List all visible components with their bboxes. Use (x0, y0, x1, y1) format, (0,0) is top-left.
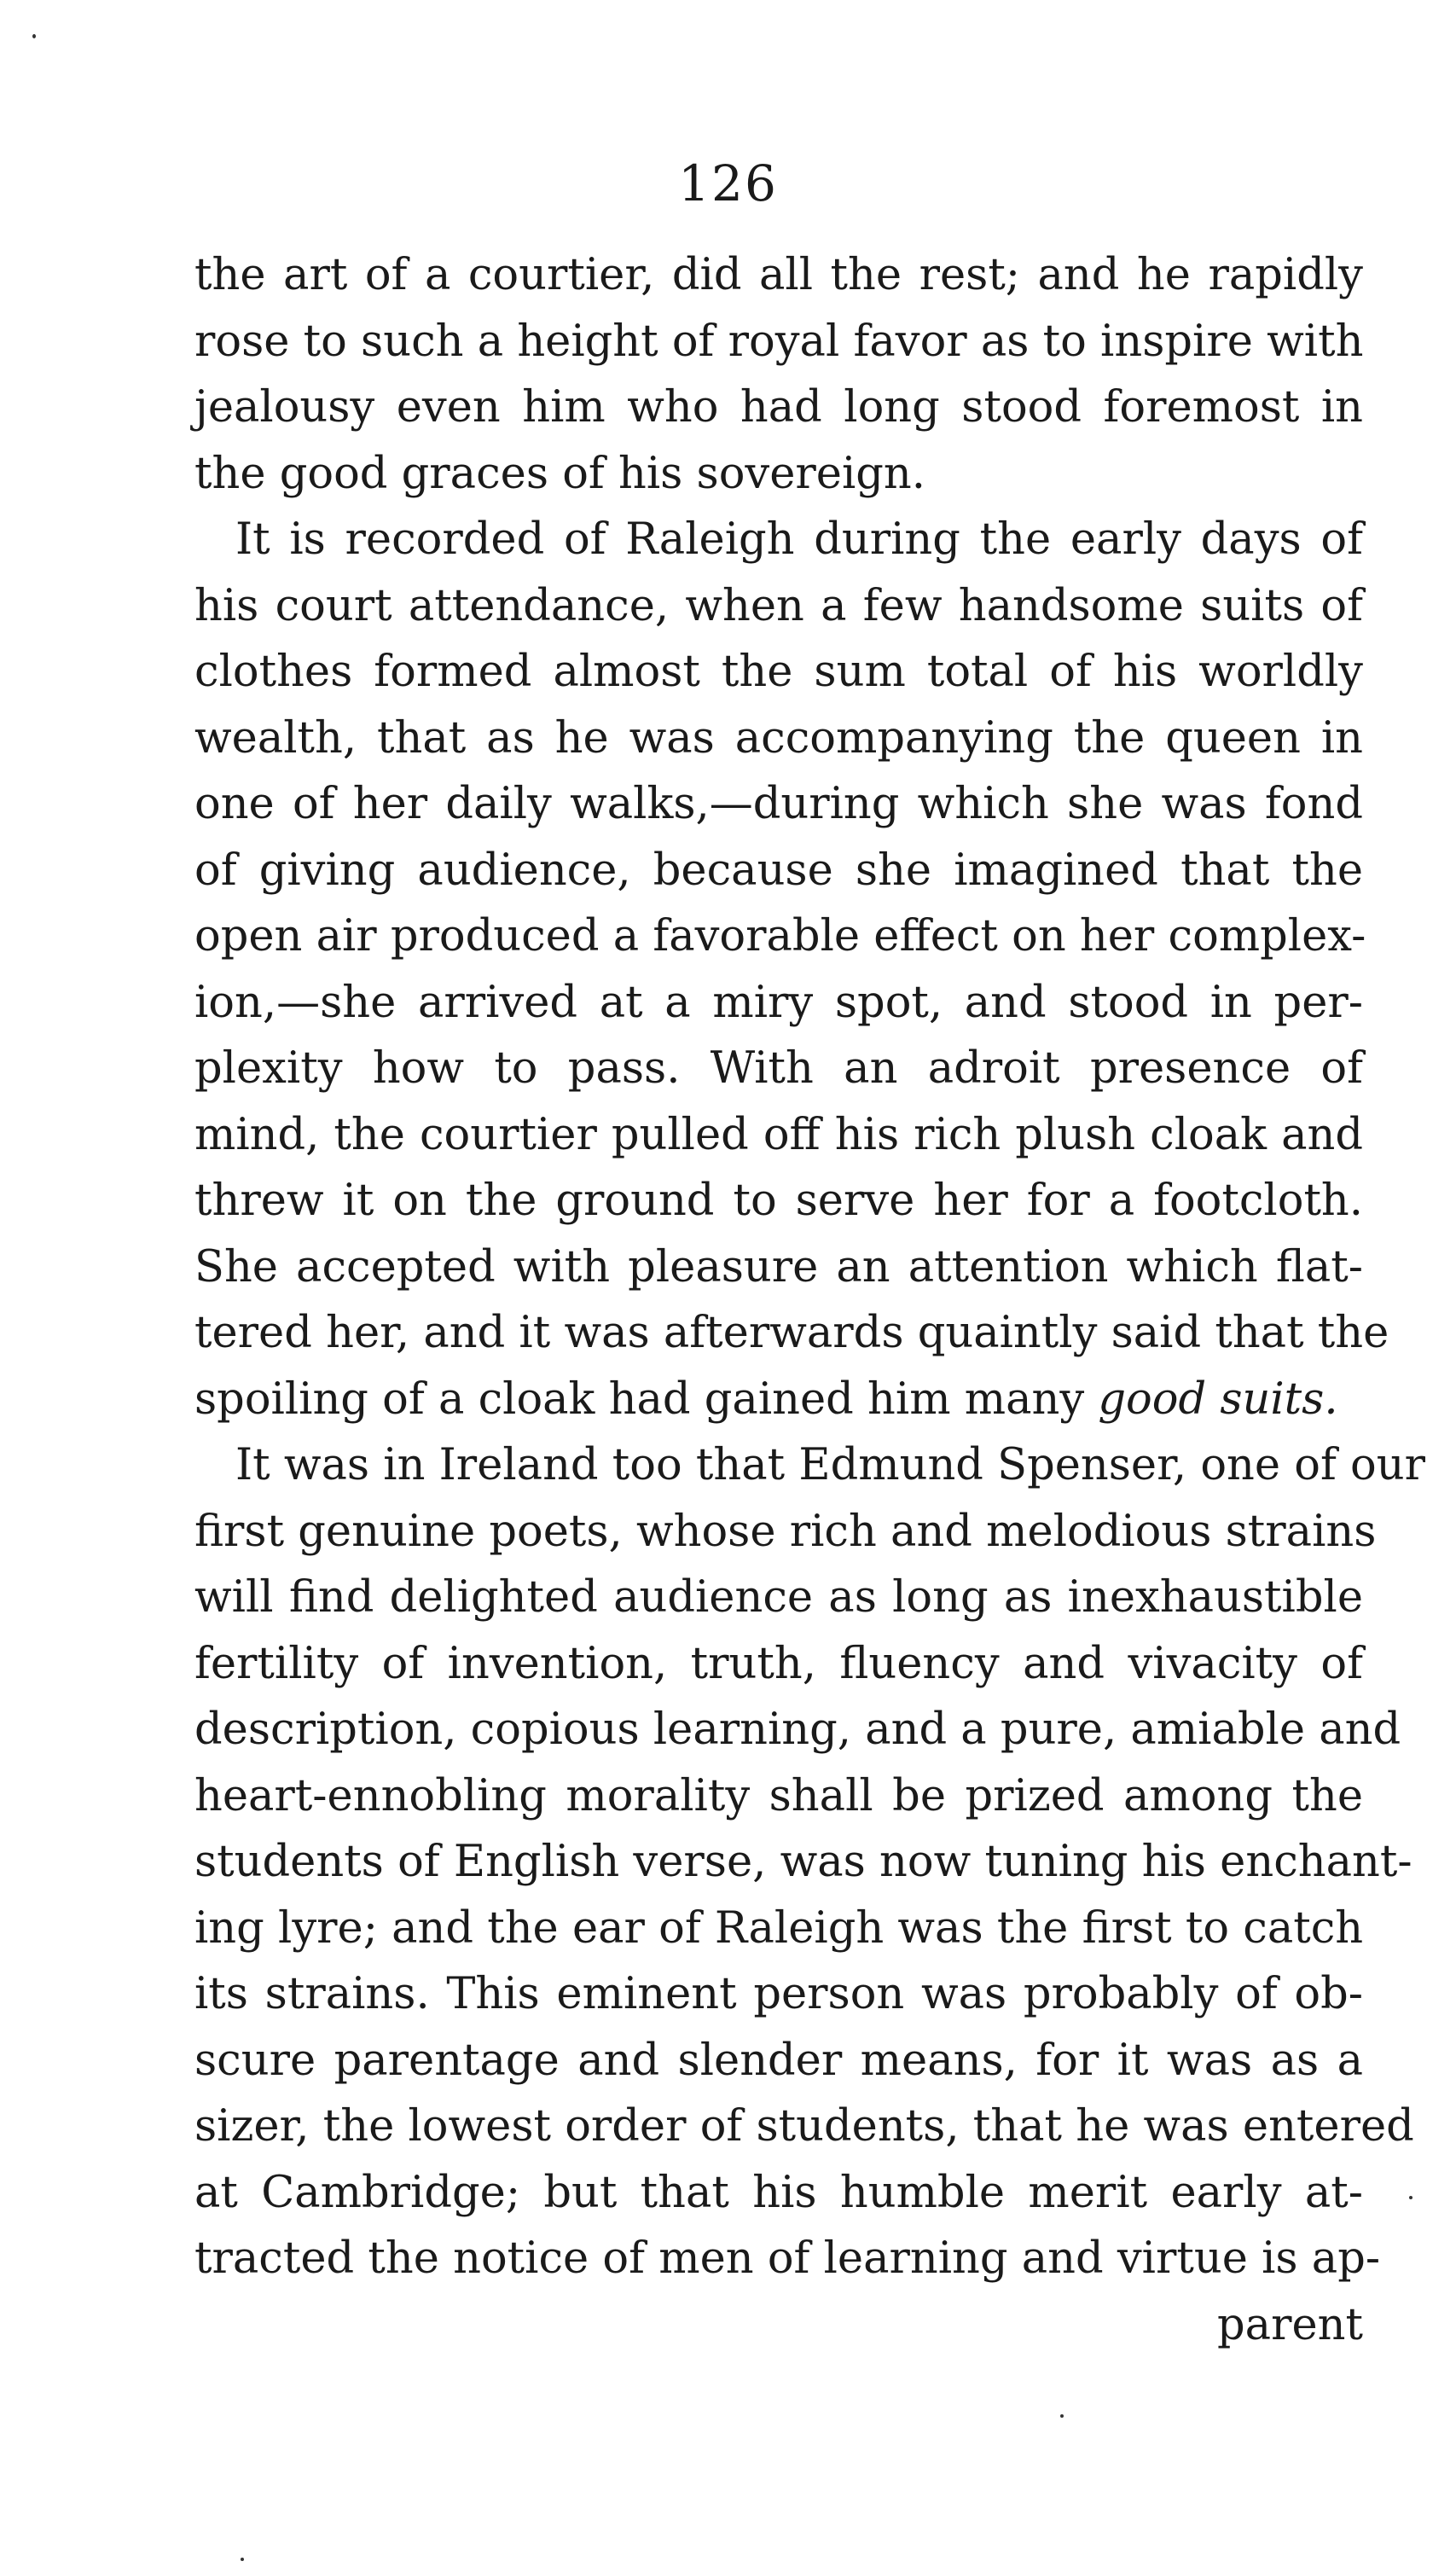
text-line: She accepted with pleasure an attention which flat- (194, 1241, 1363, 1292)
text-line: the good graces of his sovereign. (194, 448, 925, 499)
text-line: tracted the notice of men of learning and virtue is ap- (194, 2233, 1381, 2284)
ink-speck (32, 34, 36, 38)
ink-speck (241, 2558, 244, 2561)
text-line: scure parentage and slender means, for it was as a (194, 2035, 1363, 2086)
text-line: one of her daily walks,—during which she was fond (194, 779, 1363, 829)
text-line: description, copious learning, and a pure, amiable and (194, 1705, 1401, 1755)
text-line (194, 1367, 1363, 1433)
text-line: jealousy even him who had long stood foremost in (194, 382, 1363, 433)
italic-phrase: good suits. (1098, 1374, 1338, 1425)
page-number: 126 (678, 154, 778, 212)
text-line: clothes formed almost the sum total of his worldly (194, 647, 1363, 697)
text-line: his court attendance, when a few handsome suits of (194, 580, 1363, 631)
text-line: the art of a courtier, did all the rest; and he rapidly (194, 250, 1363, 300)
text-line: open air produced a favorable effect on her complex- (194, 911, 1366, 961)
text-line: ing lyre; and the ear of Raleigh was the first to catch (194, 1902, 1364, 1954)
text-line-prefix: spoiling of a cloak had gained him many (194, 1374, 1099, 1425)
text-line: tered her, and it was afterwards quaintly said that the (194, 1308, 1389, 1358)
text-line: at Cambridge; but that his humble merit early at- (194, 2167, 1363, 2218)
paragraph-1 (194, 242, 1363, 507)
text-line: ion,—she arrived at a miry spot, and stood in per- (194, 977, 1363, 1028)
text-line: sizer, the lowest order of students, that he was entered (194, 2101, 1414, 2152)
text-line: will find delighted audience as long as inexhaustible (194, 1572, 1363, 1623)
ink-speck (1060, 2414, 1064, 2418)
text-line: threw it on the ground to serve her for a footcloth. (194, 1176, 1363, 1226)
text-line: rose to such a height of royal favor as to inspire with (194, 316, 1364, 367)
body-text (194, 242, 1425, 2358)
text-line: wealth, that as he was accompanying the queen in (194, 712, 1363, 764)
text-line: first genuine poets, whose rich and melodious strains (194, 1506, 1377, 1557)
text-line: fertility of invention, truth, fluency and vivacity of (194, 1638, 1363, 1689)
text-line: of giving audience, because she imagined that the (194, 845, 1363, 896)
text-line: students of English verse, was now tuning his enchant- (194, 1837, 1412, 1887)
paragraph-3 (194, 1432, 1425, 2292)
text-line: heart-ennobling morality shall be prized among the (194, 1770, 1363, 1821)
text-line: plexity how to pass. With an adroit presence of (194, 1043, 1363, 1094)
catchword: parent (1217, 2299, 1363, 2350)
ink-speck (1409, 2196, 1412, 2199)
paragraph-2 (194, 507, 1389, 1432)
text-line: its strains. This eminent person was probably of ob- (194, 1969, 1363, 2019)
text-line: mind, the courtier pulled off his rich plush cloak and (194, 1109, 1363, 1160)
text-line: It was in Ireland too that Edmund Spenser, one of our (235, 1440, 1425, 1490)
text-line: It is recorded of Raleigh during the early days of (235, 514, 1363, 565)
